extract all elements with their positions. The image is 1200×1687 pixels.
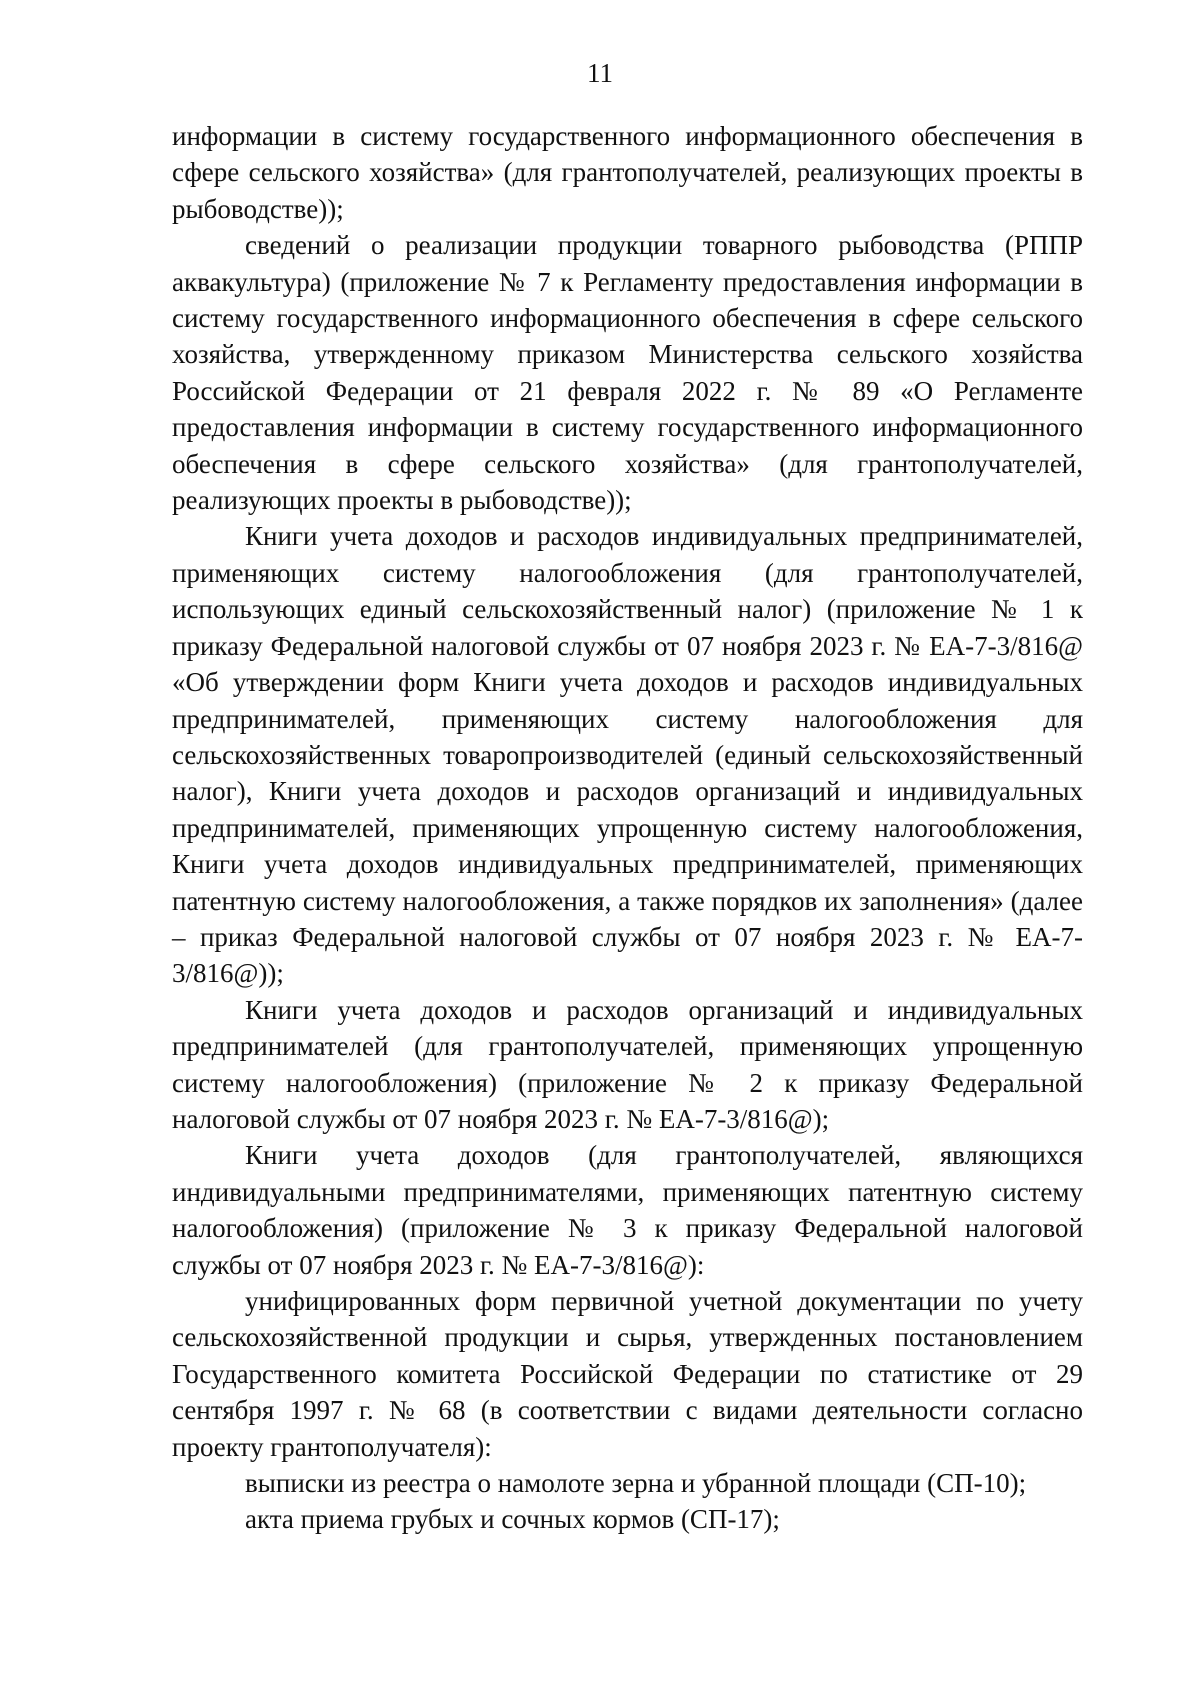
page-number: 11 (587, 58, 613, 88)
paragraph-rppr-aquaculture: сведений о реализации продукции товарного рыбоводства (РППР аквакультура) (приложение № 7 к Регламенту предоставления информации в систему государственного информационного обеспечения в сфере сельского хозяйства, утвержденному приказом Министерства сельского хозяйства Российской Федерации от 21 февраля 2022 г. № 89 «О Регламенте предоставления информации в систему государственного информационного обеспечения в сфере сельского хозяйства» (для грантополучателей, реализующих проекты в рыбоводстве)); (172, 230, 1083, 516)
paragraph-continuation: информации в систему государственного информационного обеспечения в сфере сельского хозяйства» (для грантополучателей, реализующих проекты в рыбоводстве)); (172, 121, 1083, 224)
paragraph-book-usn: Книги учета доходов и расходов организаций и индивидуальных предпринимателей (для грантополучателей, применяющих упрощенную систему налогообложения) (приложение № 2 к приказу Федеральной налоговой службы от 07 ноября 2023 г. № ЕА-7-3/816@); (172, 994, 1083, 1134)
paragraph-unified-forms: унифицированных форм первичной учетной документации по учету сельскохозяйственной продукции и сырья, утвержденных постановлением Государственного комитета Российской Федерации по статистике от 29 сентября 1997 г. № 68 (в соответствии с видами деятельности согласно проекту грантополучателя): (172, 1286, 1083, 1462)
document-body (172, 118, 1083, 1538)
list-item-sp17: акта приема грубых и сочных кормов (СП-17); (245, 1504, 780, 1535)
paragraph-book-esn: Книги учета доходов и расходов индивидуальных предпринимателей, применяющих систему налогообложения (для грантополучателей, использующих единый сельскохозяйственный налог) (приложение № 1 к приказу Федеральной налоговой службы от 07 ноября 2023 г. № ЕА-7-3/816@ «Об утверждении форм Книги учета доходов и расходов индивидуальных предпринимателей, применяющих систему налогообложения для сельскохозяйственных товаропроизводителей (единый сельскохозяйственный налог), Книги учета доходов и расходов организаций и индивидуальных предпринимателей, применяющих упрощенную систему налогообложения, Книги учета доходов индивидуальных предпринимателей, применяющих патентную систему налогообложения, а также порядков их заполнения» (далее – приказ Федеральной налоговой службы от 07 ноября 2023 г. № ЕА-7-3/816@)); (172, 521, 1083, 989)
paragraph-book-patent: Книги учета доходов (для грантополучателей, являющихся индивидуальными предпринимателями, применяющих патентную систему налогообложения) (приложение № 3 к приказу Федеральной налоговой службы от 07 ноября 2023 г. № ЕА-7-3/816@): (172, 1140, 1083, 1280)
list-item-sp10: выписки из реестра о намолоте зерна и убранной площади (СП-10); (245, 1468, 1027, 1499)
